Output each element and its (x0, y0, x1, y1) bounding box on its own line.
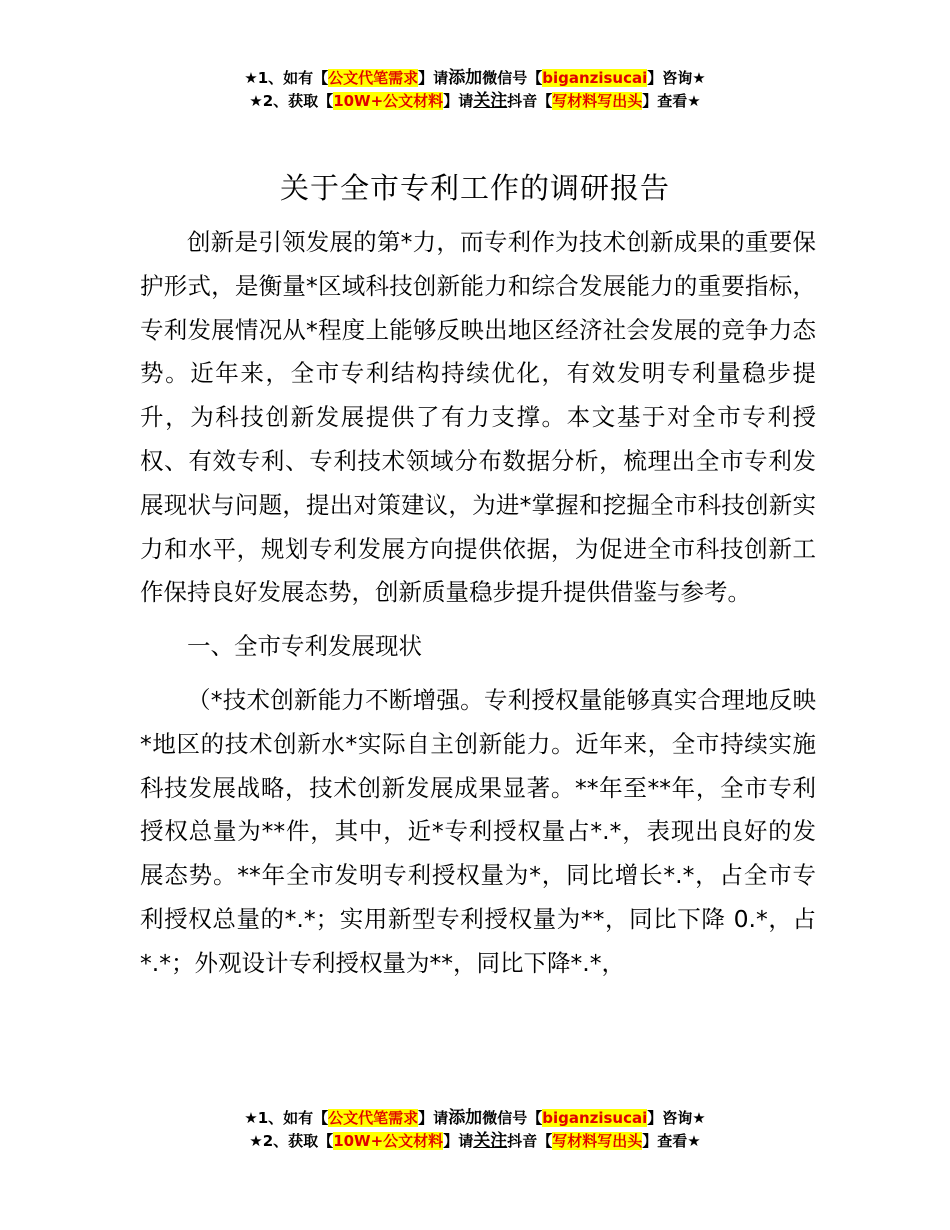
highlight-materials: 10W+公文材料 (333, 1132, 444, 1150)
highlight-materials: 10W+公文材料 (333, 92, 444, 110)
footer-banner (0, 1107, 950, 1153)
banner-text: 添加 (448, 1108, 483, 1128)
highlight-douyin: 写材料写出头 (552, 92, 643, 110)
header-banner (0, 67, 950, 113)
document-title: 关于全市专利工作的调研报告 (279, 171, 670, 205)
document-body (140, 221, 816, 986)
paragraph-intro: 创新是引领发展的第*力，而专利作为技术创新成果的重要保护形式，是衡量*区域科技创新能力和综合发展能力的重要指标，专利发展情况从*程度上能够反映出地区经济社会发展的竞争力态势。近年来，全市专利结构持续优化，有效发明专利量稳步提升，为科技创新发展提供了有力支撑。本文基于对全市专利授权、有效专利、专利技术领域分布数据分析，梳理出全市专利发展现状与问题，提出对策建议，为进*掌握和挖掘全市科技创新实力和水平，规划专利发展方向提供依据，为促进全市科技创新工作保持良好发展态势，创新质量稳步提升提供借鉴与参考。 (140, 228, 816, 607)
banner-text: 抖音【 (507, 92, 553, 110)
section-heading: 一、全市专利发展现状 (187, 632, 422, 661)
banner-text: 抖音【 (507, 1132, 553, 1150)
banner-text: 关注 (473, 91, 508, 111)
highlight-wechat-id: biganzisucai (542, 1109, 648, 1127)
highlight-service: 公文代笔需求 (328, 69, 419, 87)
banner-text: ★1、如有【 (244, 1109, 329, 1127)
banner-text: 】咨询★ (647, 69, 706, 87)
banner-text: 】请 (418, 1109, 449, 1127)
banner-text: ★2、获取【 (249, 1132, 334, 1150)
banner-text: 】请 (443, 92, 474, 110)
banner-text: 】查看★ (642, 92, 701, 110)
banner-text: 微信号【 (482, 1109, 543, 1127)
paragraph-section-1: （*技术创新能力不断增强。专利授权量能够真实合理地反映*地区的技术创新水*实际自主创新能力。近年来，全市持续实施科技发展战略，技术创新发展成果显著。**年至**年，全市专利授权总量为**件，其中，近*专利授权量占*.*，表现出良好的发展态势。**年全市发明专利授权量为*，同比增长*.*，占全市专利授权总量的*.*；实用新型专利授权量为**，同比下降 0.*，占*.*；外观设计专利授权量为**，同比下降*.*， (140, 685, 816, 977)
banner-line-1 (0, 1107, 950, 1130)
banner-text: 】请 (418, 69, 449, 87)
banner-text: 】请 (443, 1132, 474, 1150)
highlight-douyin: 写材料写出头 (552, 1132, 643, 1150)
banner-text: 关注 (473, 1131, 508, 1151)
highlight-wechat-id: biganzisucai (542, 69, 648, 87)
banner-text: 】查看★ (642, 1132, 701, 1150)
banner-text: 】咨询★ (647, 1109, 706, 1127)
banner-line-1 (0, 67, 950, 90)
highlight-service: 公文代笔需求 (328, 1109, 419, 1127)
banner-text: ★1、如有【 (244, 69, 329, 87)
banner-text: ★2、获取【 (249, 92, 334, 110)
banner-line-2 (0, 1130, 950, 1153)
banner-text: 微信号【 (482, 69, 543, 87)
banner-text: 添加 (448, 68, 483, 88)
banner-line-2 (0, 90, 950, 113)
